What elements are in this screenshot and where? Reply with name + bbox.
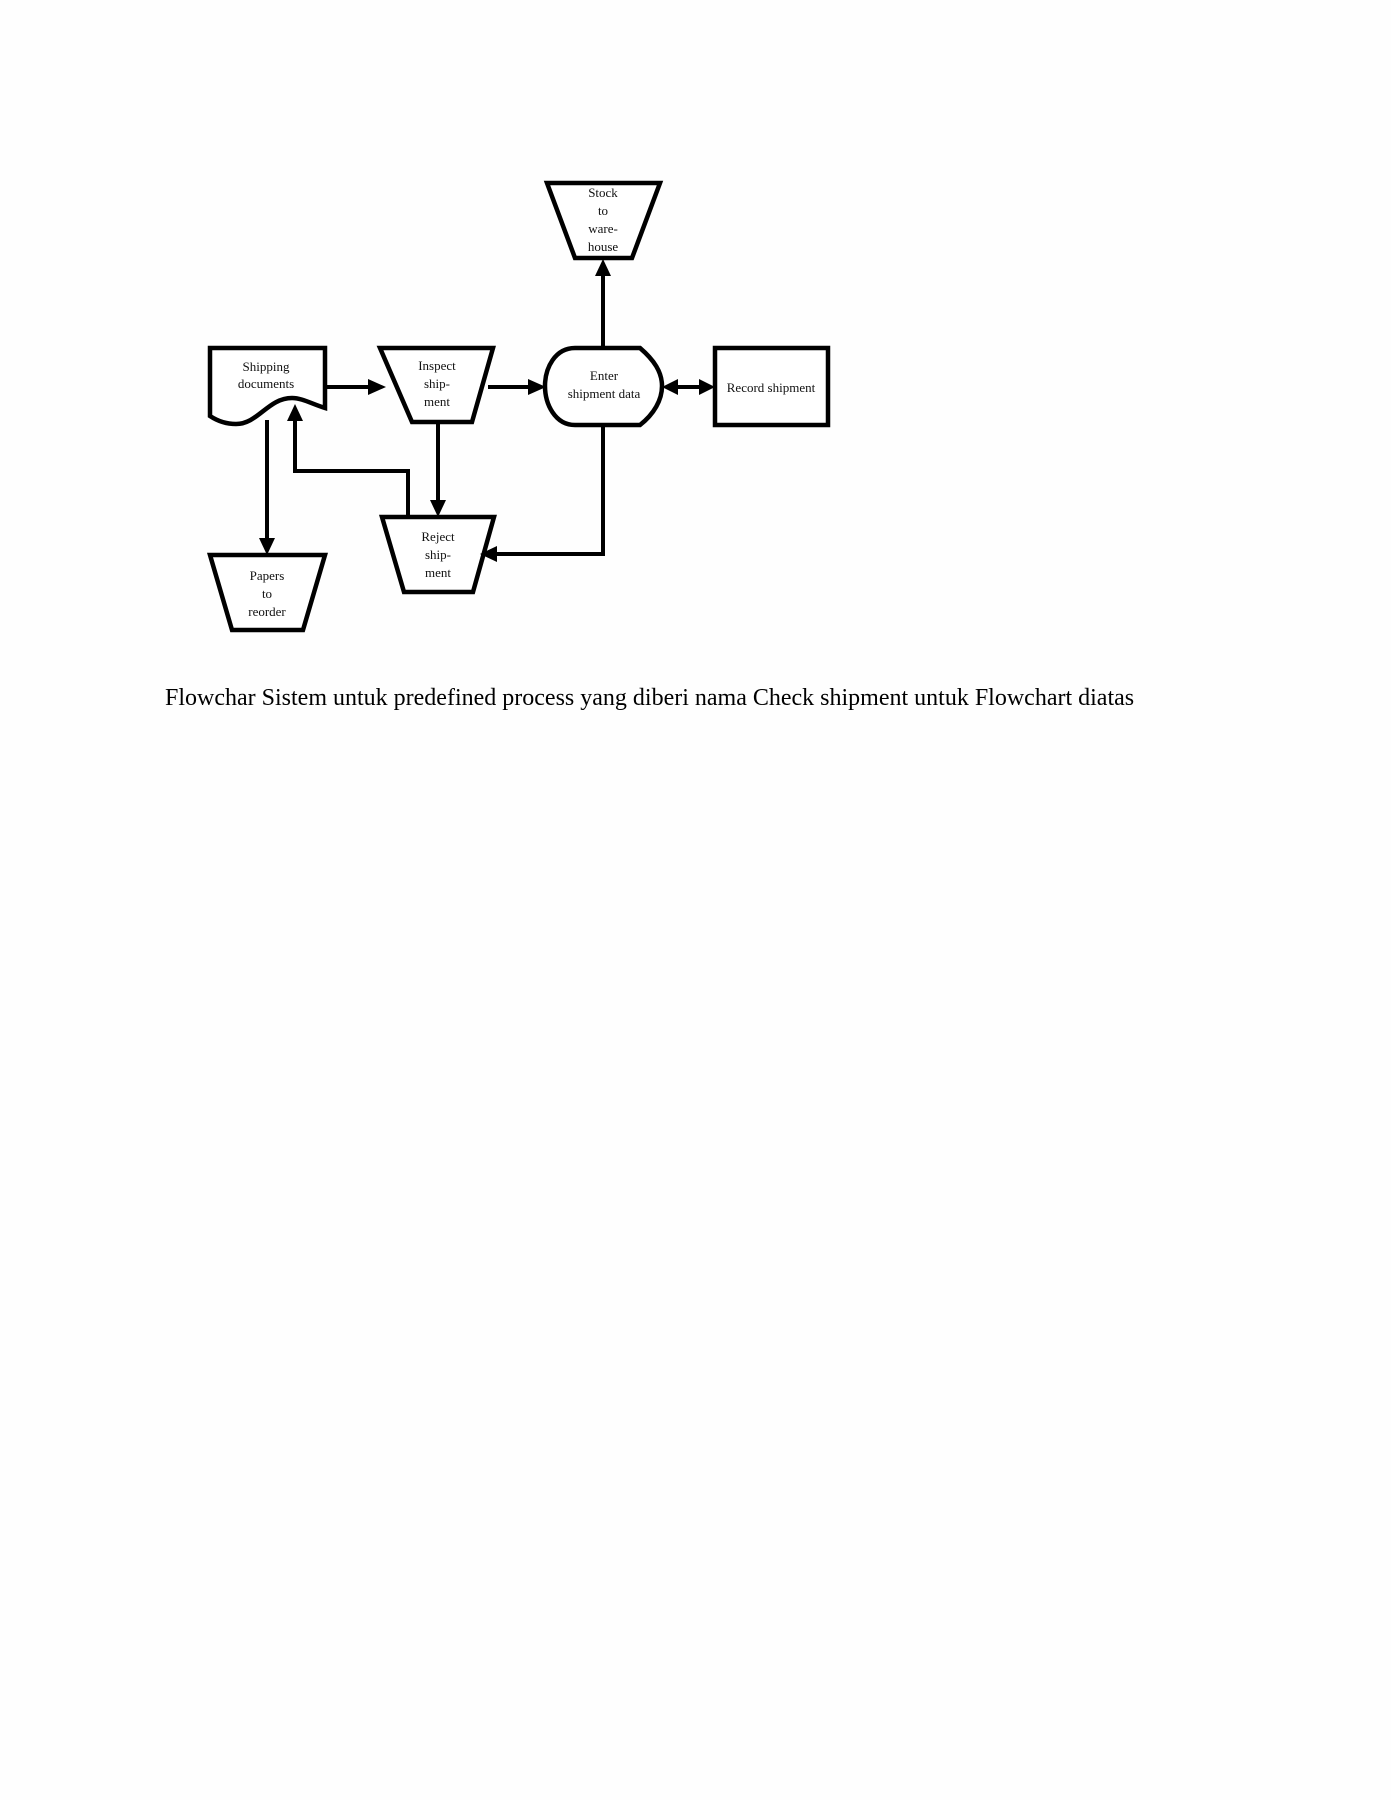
node-papers-to-reorder (210, 555, 325, 630)
edge-shipping-to-papers (259, 420, 275, 555)
edge-inspect-to-enter (488, 379, 546, 395)
node-label: Papers (249, 568, 285, 583)
node-label: ment (425, 565, 451, 580)
arrow-down-icon (430, 500, 446, 517)
node-label: Record shipment (726, 380, 816, 395)
node-inspect-shipment (380, 348, 493, 422)
arrow-up-icon (595, 259, 611, 276)
edge-inspect-to-reject (430, 422, 446, 517)
node-label: Inspect (418, 358, 456, 373)
arrow-down-icon (259, 538, 275, 555)
node-label: shipment data (567, 386, 641, 401)
edge-enter-record-bidirectional (662, 379, 715, 395)
node-enter-shipment-data (545, 348, 662, 425)
node-shipping-documents (210, 348, 325, 424)
node-label: Stock (588, 185, 618, 200)
node-label: ware- (588, 221, 618, 236)
node-label: Reject (421, 529, 455, 544)
edge-enter-to-stock (595, 259, 611, 348)
flowchart-diagram (0, 0, 1391, 660)
node-record-shipment (715, 348, 828, 425)
node-label: ship- (424, 376, 450, 391)
node-label: house (587, 239, 619, 254)
node-label: documents (237, 376, 295, 391)
arrow-left-icon (662, 379, 678, 395)
arrow-right-icon (368, 379, 386, 395)
edge-shipping-to-inspect (325, 379, 386, 395)
node-label: reorder (248, 604, 286, 619)
node-label: to (261, 586, 273, 601)
node-reject-shipment (382, 517, 494, 592)
arrow-up-icon (287, 404, 303, 421)
node-label: ment (424, 394, 450, 409)
node-stock-to-warehouse (547, 183, 660, 258)
node-label: ship- (425, 547, 451, 562)
edge-reject-to-shipping (287, 404, 408, 517)
node-label: Enter (589, 368, 619, 383)
edge-enter-to-reject (480, 425, 603, 562)
node-label: to (597, 203, 609, 218)
node-label: Shipping (242, 359, 290, 374)
arrow-right-icon (699, 379, 715, 395)
figure-caption: Flowchar Sistem untuk predefined process yang diberi nama Check shipment untuk Flowchart diatas (165, 685, 1135, 711)
